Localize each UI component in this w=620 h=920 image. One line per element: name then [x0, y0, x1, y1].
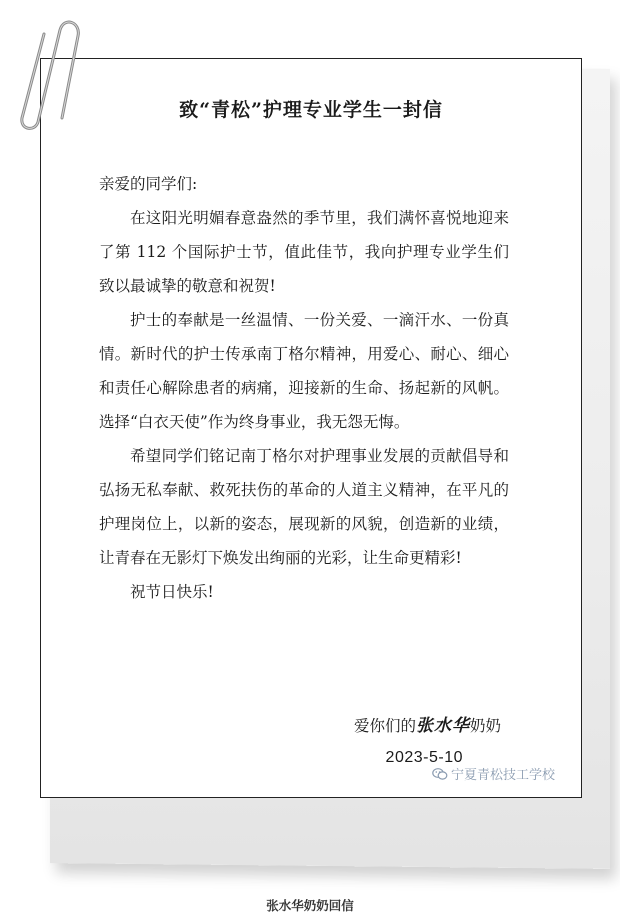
letter-paragraph-2: 护士的奉献是一丝温情、一份关爱、一滴汗水、一份真情。新时代的护士传承南丁格尔精神，用爱心、耐心、细心和责任心解除患者的病痛，迎接新的生命、扬起新的风帆。选择“白衣天使”作为终身事业，我无怨无悔。: [99, 311, 509, 431]
paperclip-icon: [4, 14, 94, 134]
letter-sheet: [40, 58, 582, 798]
letter-closing: 祝节日快乐!: [130, 583, 214, 601]
letter-date: 2023-5-10: [385, 749, 463, 766]
letter-paragraph-3: 希望同学们铭记南丁格尔对护理事业发展的贡献倡导和弘扬无私奉献、救死扶伤的革命的人道主义精神，在平凡的护理岗位上，以新的姿态，展现新的风貌，创造新的业绩，让青春在无影灯下焕发出绚丽的光彩，让生命更精彩!: [99, 447, 509, 567]
sign-prefix: 爱你们的: [353, 717, 416, 735]
watermark: [432, 764, 555, 785]
letter-salutation: 亲爱的同学们:: [99, 175, 198, 193]
letter-paragraph-1: 在这阳光明媚春意盎然的季节里，我们满怀喜悦地迎来了第 112 个国际护士节，值此佳节，我向护理专业学生们致以最诚挚的敬意和祝贺!: [99, 209, 509, 295]
watermark-text: 宁夏青松技工学校: [451, 768, 556, 783]
letter-signature-line: [354, 711, 501, 736]
letter-body: [99, 167, 509, 609]
wechat-icon: [432, 767, 448, 785]
image-caption: 张水华奶奶回信: [266, 898, 354, 913]
sign-suffix: 奶奶: [469, 717, 501, 735]
handwritten-signature: 张水华: [415, 716, 470, 736]
letter-title: 致“青松”护理专业学生一封信: [179, 99, 443, 121]
